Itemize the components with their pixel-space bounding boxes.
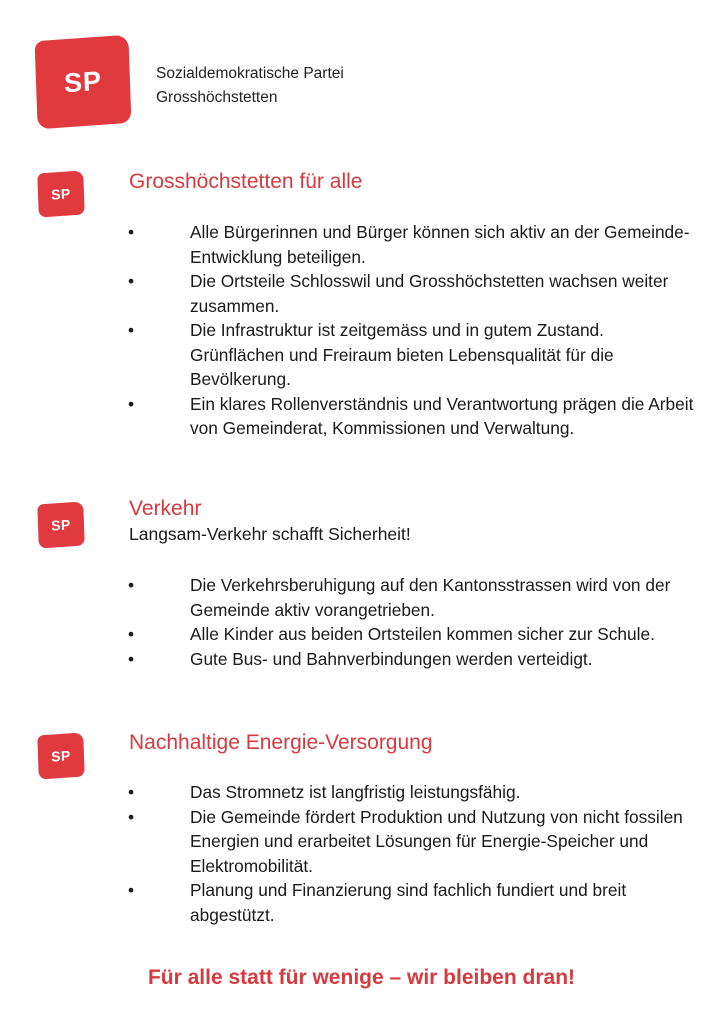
list-item: • Die Gemeinde fördert Produktion und Nutzung von nicht fossilen Energien und erarbeitet Lösungen für Energie-Speicher und Elektromobilität.: [0, 805, 723, 879]
org-line-2: Grosshöchstetten: [156, 89, 278, 106]
list-item: • Gute Bus- und Bahnverbindungen werden verteidigt.: [0, 647, 723, 672]
section-logo-2: SP: [37, 501, 84, 548]
section-3-bullet-list: [0, 780, 723, 927]
section-title-2: Verkehr: [129, 497, 202, 520]
section-title-1: Grosshöchstetten für alle: [129, 170, 363, 193]
section-logo-1: SP: [37, 170, 84, 217]
section-logo-3: SP: [37, 732, 84, 779]
list-item: • Alle Bürgerinnen und Bürger können sich aktiv an der Gemeinde-Entwicklung beteiligen.: [0, 220, 723, 269]
list-item: • Alle Kinder aus beiden Ortsteilen kommen sicher zur Schule.: [0, 622, 723, 647]
section-subtitle-2: Langsam-Verkehr schafft Sicherheit!: [129, 524, 411, 544]
list-item: • Planung und Finanzierung sind fachlich fundiert und breit abgestützt.: [0, 878, 723, 927]
organization-name: [156, 62, 344, 110]
list-item: • Das Stromnetz ist langfristig leistungsfähig.: [0, 780, 723, 805]
org-line-1: Sozialdemokratische Partei: [156, 65, 344, 82]
section-title-3: Nachhaltige Energie-Versorgung: [129, 731, 433, 754]
closing-slogan: Für alle statt für wenige – wir bleiben dran!: [147, 966, 576, 989]
list-item: • Die Infrastruktur ist zeitgemäss und in gutem Zustand. Grünflächen und Freiraum bieten Lebensqualität für die Bevölkerung.: [0, 318, 723, 392]
list-item: • Die Ortsteile Schlosswil und Grosshöchstetten wachsen weiter zusammen.: [0, 269, 723, 318]
party-logo: SP: [35, 35, 132, 130]
list-item: • Ein klares Rollenverständnis und Verantwortung prägen die Arbeit von Gemeinderat, Kommissionen und Verwaltung.: [0, 392, 723, 441]
list-item: • Die Verkehrsberuhigung auf den Kantonsstrassen wird von der Gemeinde aktiv vorangetrieben.: [0, 573, 723, 622]
section-1-bullet-list: [0, 220, 723, 441]
section-2-bullet-list: [0, 573, 723, 671]
